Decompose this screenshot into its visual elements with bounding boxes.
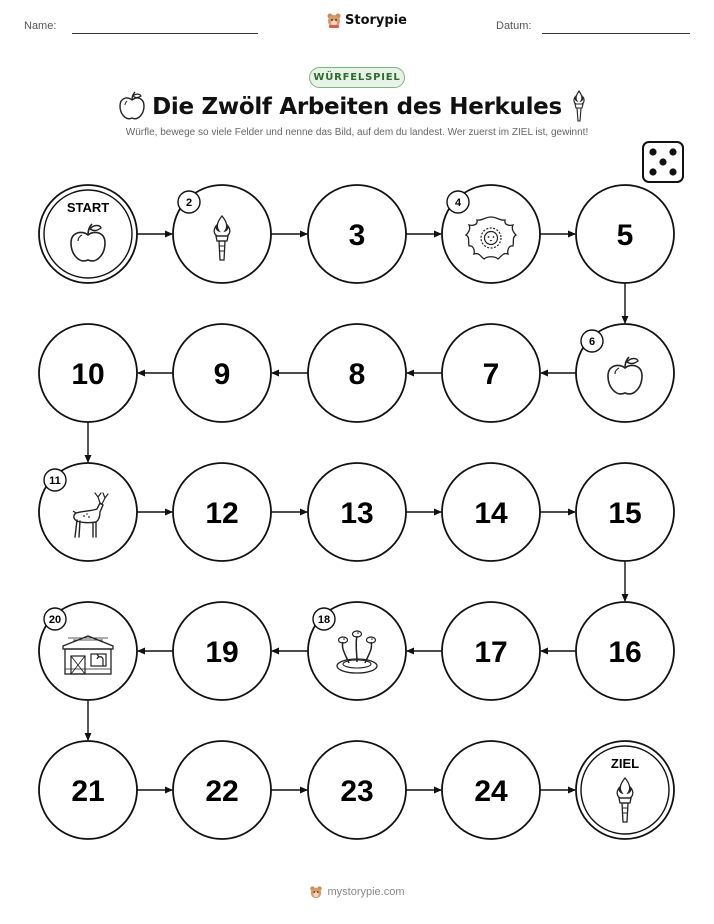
cell-number: 7 — [482, 358, 500, 391]
cell-badge-number: 4 — [454, 197, 462, 209]
cell-number: 8 — [348, 358, 366, 391]
board-cell-14[interactable] — [442, 463, 540, 561]
cell-number: 22 — [205, 775, 239, 808]
board-cell-24[interactable] — [442, 741, 540, 839]
board-cell-17[interactable] — [442, 602, 540, 700]
cell-badge-number: 18 — [317, 614, 331, 626]
cell-number: 23 — [340, 775, 374, 808]
board-cell-3[interactable] — [308, 185, 406, 283]
board-cell-10[interactable] — [39, 324, 137, 422]
cell-number: 9 — [213, 358, 231, 391]
board-cell-13[interactable] — [308, 463, 406, 561]
cell-number: 3 — [348, 219, 366, 252]
cell-number: 19 — [205, 636, 239, 669]
cell-number: 5 — [616, 219, 634, 252]
cell-number: 17 — [474, 636, 508, 669]
cell-number: 13 — [340, 497, 374, 530]
board-cell-19[interactable] — [173, 602, 271, 700]
board-cell-25[interactable] — [576, 741, 674, 839]
cell-number: 16 — [608, 636, 642, 669]
brand-name: Storypie — [345, 12, 407, 28]
page-title: Die Zwölf Arbeiten des Herkules — [152, 94, 562, 120]
board-cell-22[interactable] — [173, 741, 271, 839]
cell-number: 12 — [205, 497, 239, 530]
cell-label: ZIEL — [610, 756, 640, 771]
board-cell-15[interactable] — [576, 463, 674, 561]
game-type-badge: WÜRFELSPIEL — [309, 67, 405, 88]
board-cell-7[interactable] — [442, 324, 540, 422]
date-label: Datum: — [496, 20, 532, 32]
cell-number: 14 — [474, 497, 508, 530]
board-cell-12[interactable] — [173, 463, 271, 561]
board-cell-1[interactable] — [39, 185, 137, 283]
cell-badge-number: 6 — [588, 336, 596, 348]
board-cell-5[interactable] — [576, 185, 674, 283]
board-cell-11[interactable] — [39, 463, 137, 561]
footer — [0, 885, 714, 899]
instructions: Würfle, bewege so viele Felder und nenne das Bild, auf dem du landest. Wer zuerst im ZIEL ist, gewinnt! — [125, 127, 589, 138]
board-cell-8[interactable] — [308, 324, 406, 422]
cell-badge-number: 2 — [185, 197, 193, 209]
board-cell-2[interactable] — [173, 185, 271, 283]
cell-number: 21 — [71, 775, 105, 808]
board-cell-4[interactable] — [442, 185, 540, 283]
cell-label: START — [66, 200, 110, 215]
board-cell-6[interactable] — [576, 324, 674, 422]
cell-badge-number: 20 — [48, 614, 62, 626]
cell-number: 10 — [71, 358, 105, 391]
board-cell-9[interactable] — [173, 324, 271, 422]
board-cell-18[interactable] — [308, 602, 406, 700]
cell-number: 15 — [608, 497, 642, 530]
board-cell-23[interactable] — [308, 741, 406, 839]
board-cells — [39, 185, 674, 839]
bear-logo-icon — [309, 885, 323, 899]
board-cell-21[interactable] — [39, 741, 137, 839]
cell-badge-number: 11 — [49, 475, 61, 487]
footer-url: mystorypie.com — [327, 886, 405, 898]
board-cell-16[interactable] — [576, 602, 674, 700]
board-cell-20[interactable] — [39, 602, 137, 700]
name-label: Name: — [24, 20, 57, 32]
cell-number: 24 — [474, 775, 508, 808]
